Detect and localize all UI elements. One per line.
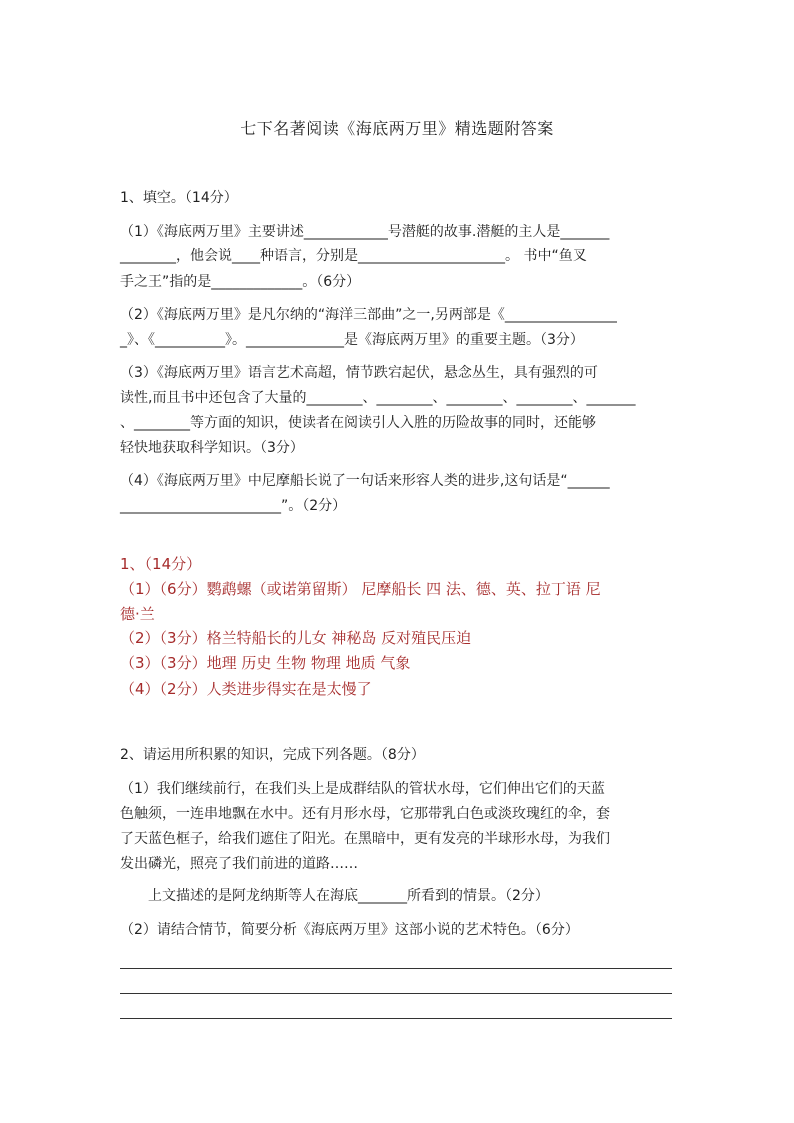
q1-line-3: 手之王”指的是_____________。（6分）	[120, 274, 361, 290]
answer-line: （4）（2分）人类进步得实在是太慢了	[120, 680, 372, 698]
answer-writing-line[interactable]	[120, 968, 672, 969]
q3-line-2: 读性,而且书中还包含了大量的________、________、________、________、_______	[120, 390, 636, 406]
passage-line: 发出磷光，照亮了我们前进的道路……	[120, 856, 358, 872]
q4-line-2: _______________________”。（2分）	[120, 498, 347, 514]
q4-line-1: （4）《海底两万里》中尼摩船长说了一句话来形容人类的进步,这句话是“______	[120, 473, 610, 489]
answers-heading: 1、（14分）	[120, 555, 202, 573]
q3-line-3: 、________等方面的知识，使读者在阅读引人入胜的历险故事的同时，还能够	[120, 415, 596, 431]
q1-line-2: ________，他会说____种语言，分别是_____________________。 书中“鱼叉	[120, 248, 587, 264]
section2-q1-prompt: 上文描述的是阿龙纳斯等人在海底_______所看到的情景。（2分）	[148, 888, 549, 904]
answer-writing-line[interactable]	[120, 1018, 672, 1019]
q3-line-1: （3）《海底两万里》语言艺术高超，情节跌宕起伏，悬念丛生，具有强烈的可	[120, 365, 598, 381]
passage-line: 了天蓝色框子，给我们遮住了阳光。在黑暗中，更有发亮的半球形水母，为我们	[120, 831, 610, 847]
q2-line-1: （2）《海底两万里》是凡尔纳的“海洋三部曲”之一,另两部是《________________	[120, 307, 617, 323]
answer-writing-line[interactable]	[120, 993, 672, 994]
answer-line: 德·兰	[120, 605, 155, 623]
answer-line: （1）（6分）鹦鹉螺（或诺第留斯） 尼摩船长 四 法、德、英、拉丁语 尼	[120, 580, 601, 598]
section2-heading: 2、请运用所积累的知识，完成下列各题。（8分）	[120, 747, 425, 763]
passage-line: 色触须，一连串地飘在水中。还有月形水母，它那带乳白色或淡玫瑰红的伞，套	[120, 806, 610, 822]
passage-line: （1）我们继续前行，在我们头上是成群结队的管状水母，它们伸出它们的天蓝	[120, 781, 605, 797]
section2-q2-prompt: （2）请结合情节，简要分析《海底两万里》这部小说的艺术特色。（6分）	[120, 922, 579, 938]
q1-line-1: （1）《海底两万里》主要讲述____________号潜艇的故事.潜艇的主人是_______	[120, 224, 610, 240]
q3-line-4: 轻快地获取科学知识。（3分）	[120, 440, 304, 456]
section1-heading: 1、填空。（14分）	[120, 190, 238, 206]
answer-line: （3）（3分）地理 历史 生物 物理 地质 气象	[120, 654, 411, 672]
q2-line-2: _》、《__________》。______________是《海底两万里》的重要主题。（3分）	[120, 332, 584, 348]
answer-line: （2）（3分）格兰特船长的儿女 神秘岛 反对殖民压迫	[120, 629, 472, 647]
page-title: 七下名著阅读《海底两万里》精选题附答案	[240, 119, 554, 138]
